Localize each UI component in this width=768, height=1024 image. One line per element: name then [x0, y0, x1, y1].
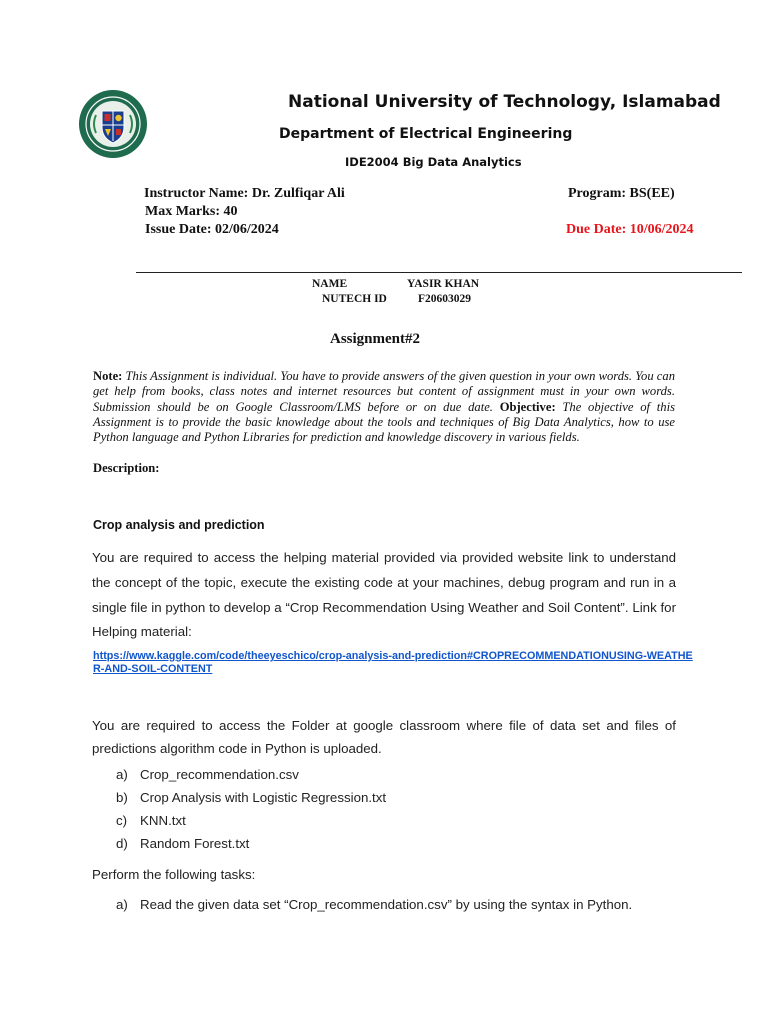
due-date: Due Date: 10/06/2024	[566, 222, 694, 237]
program: Program: BS(EE)	[568, 186, 675, 201]
file-name: Crop Analysis with Logistic Regression.txt	[140, 790, 387, 805]
student-name-label: NAME	[312, 278, 348, 290]
student-id-label: NUTECH ID	[322, 293, 387, 305]
assignment-title: Assignment#2	[330, 331, 421, 347]
list-marker: a)	[116, 767, 128, 782]
objective-label: Objective:	[499, 399, 556, 414]
department-title: Department of Electrical Engineering	[279, 126, 573, 142]
list-marker: a)	[116, 897, 128, 912]
note-text: This Assignment is individual. You have to provide answers of the given question in your own words. You can get help from books, class notes and internet resources but content of assignment must in your own words. Submission should be on Google Classroom/LMS before or on due date.	[93, 369, 675, 414]
course-title: IDE2004 Big Data Analytics	[345, 155, 522, 169]
instructor-name: Instructor Name: Dr. Zulfiqar Ali	[144, 186, 345, 201]
note-block	[93, 369, 675, 445]
note-label: Note:	[93, 369, 123, 383]
section-heading: Crop analysis and prediction	[93, 518, 265, 532]
university-title: National University of Technology, Islamabad	[288, 92, 721, 112]
file-name: KNN.txt	[140, 813, 186, 828]
helping-material-link[interactable]: https://www.kaggle.com/code/theeyeschico/crop-analysis-and-prediction#CROPRECOMMENDATIONUSING-WEATHER-AND-SOIL-CONTENT	[93, 650, 693, 675]
task-text: Read the given data set “Crop_recommendation.csv” by using the syntax in Python.	[140, 897, 633, 912]
student-id-value: F20603029	[418, 293, 472, 305]
folder-paragraph: You are required to access the Folder at google classroom where file of data set and files of predictions algorithm code in Python is uploaded.	[92, 718, 676, 757]
description-label: Description:	[93, 461, 160, 475]
file-name: Random Forest.txt	[140, 836, 250, 851]
issue-date: Issue Date: 02/06/2024	[145, 222, 279, 237]
file-name: Crop_recommendation.csv	[140, 767, 299, 782]
university-seal-icon	[78, 89, 148, 159]
student-name-value: YASIR KHAN	[407, 278, 480, 290]
list-marker: b)	[116, 790, 128, 805]
tasks-intro: Perform the following tasks:	[92, 867, 256, 882]
instructions-paragraph: You are required to access the helping material provided via provided website link to understand the concept of the topic, execute the existing code at your machines, debug program and run in a single file in python to develop a “Crop Recommendation Using Weather and Soil Content”. Link for Helping material:	[92, 550, 676, 640]
header-divider	[136, 272, 742, 273]
list-marker: d)	[116, 836, 128, 851]
list-marker: c)	[116, 813, 128, 828]
max-marks: Max Marks: 40	[145, 204, 238, 219]
objective-text: The objective of this Assignment is to provide the basic knowledge about the tools and techniques of Big Data Analytics, how to use Python language and Python Libraries for prediction and knowledge discovery in various fields.	[93, 399, 675, 445]
